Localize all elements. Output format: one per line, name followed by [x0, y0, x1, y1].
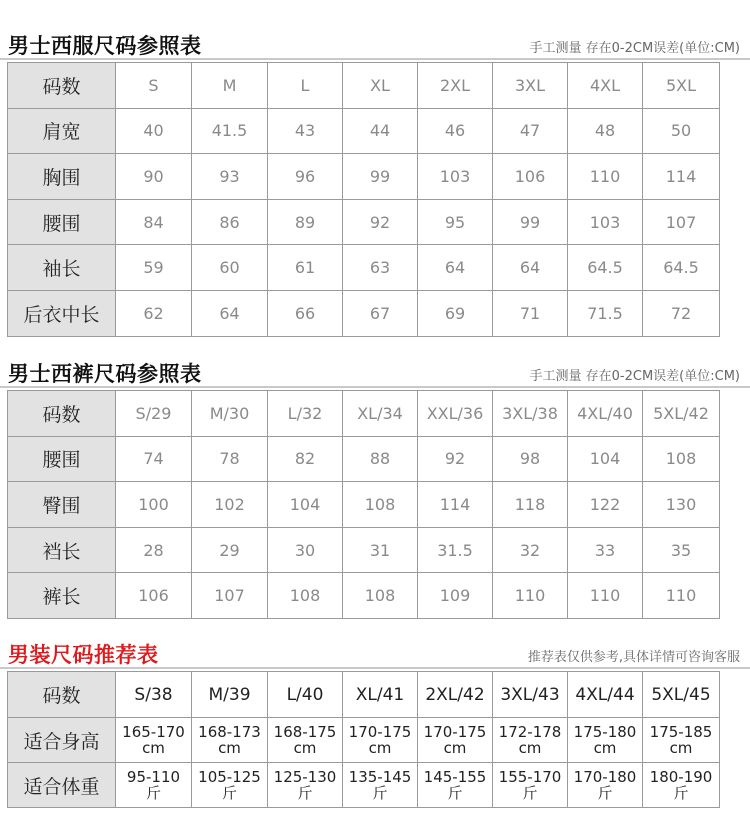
table-cell: 88 [343, 436, 418, 482]
size-header-cell: 4XL/44 [568, 672, 643, 718]
table-cell [568, 763, 643, 808]
row-label: 裆长 [8, 527, 116, 573]
table-cell: 28 [116, 527, 192, 573]
recommend-size-title: 男装尺码推荐表 [8, 643, 159, 667]
table-cell: 40 [116, 108, 192, 154]
table-cell [643, 763, 720, 808]
table-cell: 99 [343, 154, 418, 200]
table-cell [268, 763, 343, 808]
table-cell: 31 [343, 527, 418, 573]
table-cell: 110 [643, 573, 720, 619]
table-cell: 84 [116, 199, 192, 245]
size-header-cell: S/29 [116, 391, 192, 437]
table-cell: 110 [493, 573, 568, 619]
table-row [8, 527, 720, 573]
size-header-cell: S/38 [116, 672, 192, 718]
table-cell [343, 763, 418, 808]
suit-size-table [7, 62, 720, 337]
divider [0, 386, 750, 388]
size-header-cell: 4XL/40 [568, 391, 643, 437]
unit-label: cm [518, 739, 542, 757]
unit-label: cm [218, 739, 241, 757]
table-cell: 30 [268, 527, 343, 573]
divider [0, 58, 750, 60]
suit-size-note: 手工测量 存在0-2CM误差(单位:CM) [529, 41, 740, 56]
size-header-cell: 3XL/38 [493, 391, 568, 437]
row-label: 码数 [8, 672, 116, 718]
table-cell: 71 [493, 290, 568, 336]
range-value: 175-185 [649, 723, 713, 741]
table-cell: 61 [268, 245, 343, 291]
unit-label: cm [142, 739, 165, 757]
table-cell: 47 [493, 108, 568, 154]
table-cell: 95 [418, 199, 493, 245]
table-cell: 100 [116, 482, 192, 528]
table-cell: 104 [568, 436, 643, 482]
size-header-cell: 2XL [418, 63, 493, 109]
table-cell: 102 [192, 482, 268, 528]
unit-label: cm [443, 739, 467, 757]
table-cell: 64 [493, 245, 568, 291]
size-header-cell: 3XL [493, 63, 568, 109]
table-cell: 108 [268, 573, 343, 619]
unit-label: 斤 [597, 784, 613, 802]
size-header-cell: 5XL/42 [643, 391, 720, 437]
table-cell: 106 [116, 573, 192, 619]
size-header-cell: M/39 [192, 672, 268, 718]
range-value: 125-130 [273, 768, 337, 786]
table-cell: 64.5 [643, 245, 720, 291]
table-cell: 106 [493, 154, 568, 200]
table-cell: 122 [568, 482, 643, 528]
table-row [8, 482, 720, 528]
unit-label: cm [368, 739, 392, 757]
size-header-cell: L/40 [268, 672, 343, 718]
size-header-cell: 3XL/43 [493, 672, 568, 718]
size-header-cell: 2XL/42 [418, 672, 493, 718]
table-cell: 71.5 [568, 290, 643, 336]
table-cell [268, 718, 343, 763]
table-cell: 98 [493, 436, 568, 482]
table-cell: 96 [268, 154, 343, 200]
table-cell: 93 [192, 154, 268, 200]
table-cell: 35 [643, 527, 720, 573]
table-cell: 48 [568, 108, 643, 154]
range-value: 168-175 [273, 723, 337, 741]
pants-size-table [7, 390, 720, 619]
row-label: 适合体重 [8, 763, 116, 808]
unit-label: 斤 [447, 784, 463, 802]
table-cell: 110 [568, 573, 643, 619]
size-header-cell: S [116, 63, 192, 109]
row-label: 裤长 [8, 573, 116, 619]
range-value: 175-180 [573, 723, 637, 741]
table-cell: 43 [268, 108, 343, 154]
table-cell: 108 [343, 573, 418, 619]
range-value: 170-175 [348, 723, 412, 741]
unit-label: 斤 [522, 784, 538, 802]
table-cell [493, 763, 568, 808]
table-cell [192, 763, 268, 808]
range-value: 135-145 [348, 768, 412, 786]
unit-label: cm [669, 739, 693, 757]
header-row [8, 672, 720, 718]
table-cell: 60 [192, 245, 268, 291]
size-header-cell: XXL/36 [418, 391, 493, 437]
table-cell: 78 [192, 436, 268, 482]
row-label: 腰围 [8, 436, 116, 482]
table-cell [192, 718, 268, 763]
range-value: 145-155 [423, 768, 487, 786]
table-cell: 31.5 [418, 527, 493, 573]
table-cell: 64 [418, 245, 493, 291]
table-cell: 103 [568, 199, 643, 245]
unit-label: 斤 [297, 784, 313, 802]
table-cell: 130 [643, 482, 720, 528]
table-cell: 44 [343, 108, 418, 154]
range-value: 165-170 [122, 723, 185, 741]
table-cell: 103 [418, 154, 493, 200]
table-cell: 33 [568, 527, 643, 573]
table-cell: 72 [643, 290, 720, 336]
unit-label: 斤 [673, 784, 689, 802]
table-cell: 66 [268, 290, 343, 336]
unit-label: cm [293, 739, 317, 757]
recommend-size-note: 推荐表仅供参考,具体详情可咨询客服 [527, 650, 740, 665]
range-value: 170-180 [573, 768, 637, 786]
size-header-cell: L/32 [268, 391, 343, 437]
weight-row [8, 763, 720, 808]
table-cell [418, 718, 493, 763]
table-row [8, 154, 720, 200]
table-cell: 69 [418, 290, 493, 336]
table-cell: 109 [418, 573, 493, 619]
table-cell [116, 718, 192, 763]
size-header-cell: XL/34 [343, 391, 418, 437]
row-label: 胸围 [8, 154, 116, 200]
size-header-cell: M [192, 63, 268, 109]
size-header-cell: M/30 [192, 391, 268, 437]
table-row [8, 436, 720, 482]
table-cell: 50 [643, 108, 720, 154]
table-cell: 104 [268, 482, 343, 528]
range-value: 155-170 [498, 768, 562, 786]
table-cell: 59 [116, 245, 192, 291]
table-cell [418, 763, 493, 808]
pants-size-note: 手工测量 存在0-2CM误差(单位:CM) [529, 369, 740, 384]
table-cell: 99 [493, 199, 568, 245]
range-value: 168-173 [198, 723, 261, 741]
row-label: 臀围 [8, 482, 116, 528]
table-row [8, 199, 720, 245]
size-header-cell: XL/41 [343, 672, 418, 718]
table-cell: 32 [493, 527, 568, 573]
table-cell [343, 718, 418, 763]
range-value: 180-190 [649, 768, 713, 786]
height-row [8, 718, 720, 763]
row-label: 码数 [8, 63, 116, 109]
range-value: 95-110 [126, 768, 181, 786]
table-cell [568, 718, 643, 763]
row-label: 后衣中长 [8, 290, 116, 336]
table-cell: 108 [643, 436, 720, 482]
table-cell: 110 [568, 154, 643, 200]
header-row [8, 63, 720, 109]
table-row [8, 573, 720, 619]
table-cell [643, 718, 720, 763]
range-value: 105-125 [198, 768, 261, 786]
pants-size-title: 男士西裤尺码参照表 [8, 362, 202, 386]
table-cell: 63 [343, 245, 418, 291]
size-header-cell: 5XL [643, 63, 720, 109]
table-cell: 41.5 [192, 108, 268, 154]
table-cell: 64 [192, 290, 268, 336]
divider [0, 667, 750, 669]
table-cell: 90 [116, 154, 192, 200]
size-header-cell: 5XL/45 [643, 672, 720, 718]
table-cell: 118 [493, 482, 568, 528]
row-label: 适合身高 [8, 718, 116, 763]
table-cell: 92 [418, 436, 493, 482]
table-cell: 29 [192, 527, 268, 573]
table-cell [116, 763, 192, 808]
row-label: 袖长 [8, 245, 116, 291]
size-header-cell: XL [343, 63, 418, 109]
table-cell [493, 718, 568, 763]
table-cell: 67 [343, 290, 418, 336]
table-cell: 82 [268, 436, 343, 482]
unit-label: cm [593, 739, 617, 757]
table-cell: 86 [192, 199, 268, 245]
range-value: 172-178 [498, 723, 562, 741]
unit-label: 斤 [145, 784, 161, 802]
table-cell: 74 [116, 436, 192, 482]
recommend-size-table [7, 671, 720, 808]
table-cell: 92 [343, 199, 418, 245]
table-cell: 62 [116, 290, 192, 336]
table-cell: 64.5 [568, 245, 643, 291]
range-value: 170-175 [423, 723, 487, 741]
table-row [8, 108, 720, 154]
table-cell: 107 [643, 199, 720, 245]
suit-size-title: 男士西服尺码参照表 [8, 34, 202, 58]
table-cell: 107 [192, 573, 268, 619]
unit-label: 斤 [372, 784, 388, 802]
row-label: 肩宽 [8, 108, 116, 154]
header-row [8, 391, 720, 437]
table-row [8, 290, 720, 336]
table-row [8, 245, 720, 291]
table-cell: 108 [343, 482, 418, 528]
size-header-cell: 4XL [568, 63, 643, 109]
table-cell: 114 [418, 482, 493, 528]
row-label: 腰围 [8, 199, 116, 245]
table-cell: 89 [268, 199, 343, 245]
table-cell: 114 [643, 154, 720, 200]
table-cell: 46 [418, 108, 493, 154]
row-label: 码数 [8, 391, 116, 437]
unit-label: 斤 [221, 784, 237, 802]
size-header-cell: L [268, 63, 343, 109]
